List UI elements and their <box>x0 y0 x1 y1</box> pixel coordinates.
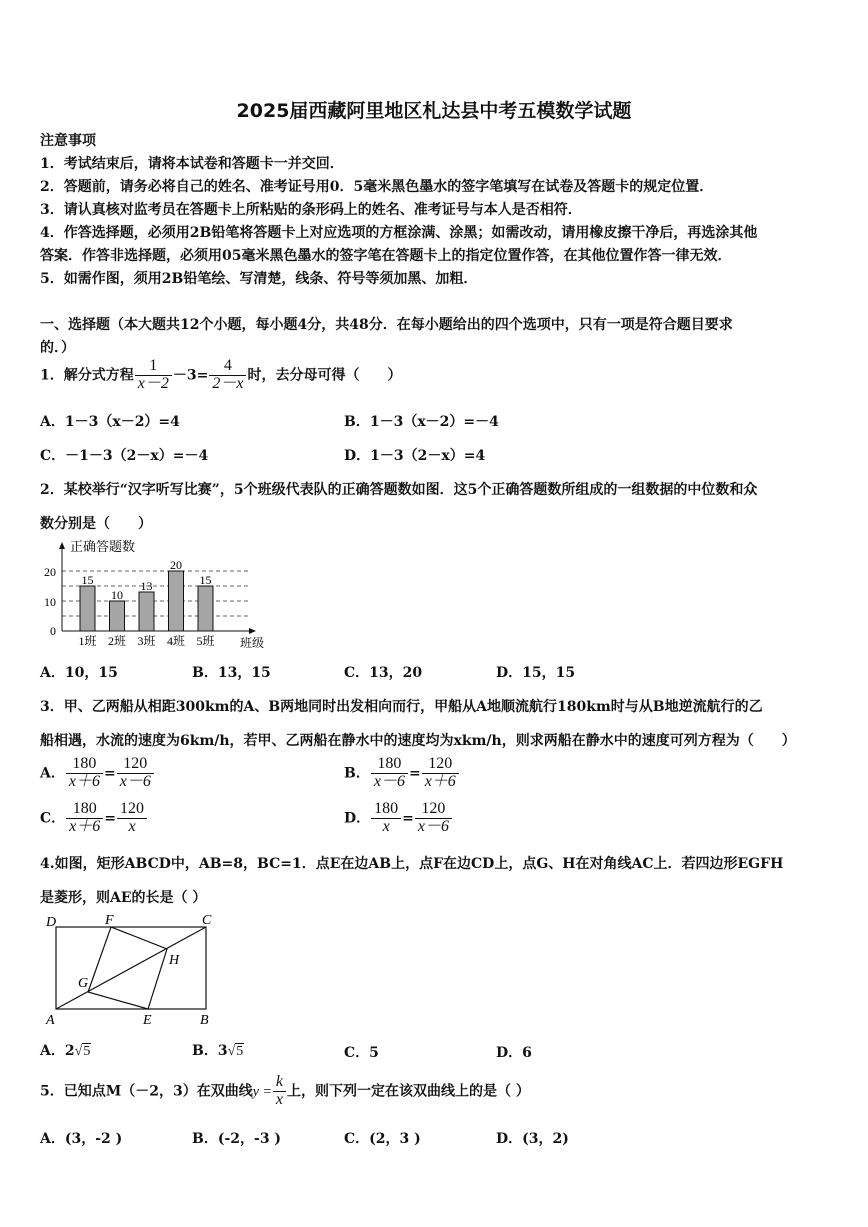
chart-ytick-10: 10 <box>44 595 56 609</box>
q3-d-right-num: 120 <box>421 800 446 817</box>
label-e: E <box>143 1013 152 1028</box>
q1-fraction-2 <box>209 358 246 393</box>
q2-option-a[interactable]: A．10，15 <box>40 665 118 681</box>
q1-suffix: 时，去分母可得（ ） <box>247 367 402 384</box>
chart-category-label-1: 1班 <box>78 634 97 648</box>
q3-c-right-den: x <box>117 818 147 836</box>
q3-option-c[interactable] <box>40 801 148 836</box>
q4-b-radicand: 5 <box>236 1044 244 1059</box>
q3-b-right-den: x＋6 <box>422 773 459 791</box>
q5-y-eq: y = <box>252 1084 272 1100</box>
label-f: F <box>105 913 114 928</box>
chart-bar-4 <box>169 571 184 631</box>
q3-c-label: C． <box>40 810 66 827</box>
chart-y-axis-arrow <box>59 542 65 549</box>
q2-option-c[interactable]: C．13，20 <box>344 665 423 681</box>
q4-option-b[interactable]: B．3√5 <box>192 1043 244 1059</box>
question-4-stem-cont: 是菱形，则AE的长是（ ） <box>40 890 207 906</box>
chart-category-label-3: 3班 <box>137 634 156 648</box>
chart-data-label-1: 15 <box>81 573 94 587</box>
q3-c-right-num: 120 <box>120 800 144 817</box>
q3-option-d[interactable] <box>344 801 453 836</box>
q3-a-left-num: 180 <box>72 755 97 772</box>
question-3-stem-cont: 船相遇，水流的速度为6km/h，若甲、乙两船在静水中的速度均为xkm/h，则求两船在静水中的速度可列方程为（ ） <box>40 733 796 749</box>
q3-b-eq: = <box>408 765 421 782</box>
q4-a-coef: 2 <box>64 1043 75 1059</box>
q4-c-label: C． <box>344 1045 370 1061</box>
q1-option-c[interactable]: C．－1－3（2－x）=－4 <box>40 448 209 464</box>
q1-fraction-1 <box>135 358 172 393</box>
chart-ytick-0: 0 <box>50 624 56 638</box>
q3-d-eq: = <box>402 810 414 827</box>
q3-a-eq: = <box>103 765 116 782</box>
q4-b-coef: 3 <box>217 1043 228 1059</box>
chart-ytick-20: 20 <box>44 565 56 579</box>
q3-a-right-num: 120 <box>123 755 148 772</box>
q2-option-b[interactable]: B．13，15 <box>192 665 271 681</box>
q4-option-d[interactable] <box>496 1042 532 1062</box>
page-title: 2025届西藏阿里地区札达县中考五模数学试题 <box>236 100 632 122</box>
q5-suffix: 上，则下列一定在该双曲线上的是（ ） <box>287 1083 530 1100</box>
q5-k: k <box>275 1073 284 1090</box>
q3-b-right-num: 120 <box>428 755 453 772</box>
q3-d-left-num: 180 <box>374 800 399 817</box>
q4-rhombus-figure <box>40 912 230 1030</box>
chart-x-axis-label: 班级 <box>240 636 265 650</box>
diagonal-ac <box>56 927 206 1009</box>
q1-f2-num: 4 <box>223 357 232 374</box>
question-3-stem: 3．甲、乙两船从相距300km的A、B两地同时出发相向而行，甲船从A地顺流航行180km时与从B地逆流航行的乙 <box>40 699 763 715</box>
q4-option-a[interactable]: A．2√5 <box>40 1043 91 1059</box>
q3-b-left-den: x－6 <box>371 773 408 791</box>
label-c: C <box>202 913 212 928</box>
label-b: B <box>200 1013 209 1028</box>
notice-item-3: 3．请认真核对监考员在答题卡上所粘贴的条形码上的姓名、准考证号与本人是否相符． <box>40 202 582 218</box>
q3-a-label: A． <box>40 765 65 782</box>
q4-b-label: B． <box>192 1043 218 1059</box>
q4-d-label: D． <box>496 1045 523 1061</box>
q2-option-d[interactable]: D．15，15 <box>496 665 576 681</box>
q3-a-right-den: x－6 <box>117 773 154 791</box>
section-1-heading: 一、选择题（本大题共12个小题，每小题4分，共48分．在每小题给出的四个选项中，只有一项是符合题目要求 <box>40 317 733 333</box>
question-4-stem: 4.如图，矩形ABCD中，AB=8，BC=1．点E在边AB上，点F在边CD上，点G、H在对角线AC上．若四边形EGFH <box>40 856 784 872</box>
q3-d-left-den: x <box>371 818 401 836</box>
q5-option-c[interactable]: C．(2，3 ) <box>344 1131 421 1147</box>
q4-a-radicand: 5 <box>83 1044 91 1059</box>
chart-category-label-4: 4班 <box>166 634 186 648</box>
chart-bar-2 <box>110 601 125 631</box>
q4-option-c[interactable] <box>344 1042 379 1062</box>
q5-x: x <box>273 1091 286 1109</box>
label-g: G <box>78 976 89 991</box>
q4-d-value: 6 <box>522 1045 532 1061</box>
notice-item-4-cont: 答案．作答非选择题，必须用05毫米黑色墨水的签字笔在答题卡上的指定位置作答，在其他位置作答一律无效． <box>40 248 732 264</box>
question-1-stem <box>40 358 401 393</box>
q1-prefix: 1．解分式方程 <box>40 367 134 384</box>
q1-f1-num: 1 <box>149 357 158 374</box>
chart-y-axis-label: 正确答题数 <box>70 539 136 554</box>
q3-b-left-num: 180 <box>377 755 402 772</box>
q3-d-right-den: x－6 <box>415 818 452 836</box>
q3-a-left-den: x＋6 <box>66 773 103 791</box>
chart-category-label-5: 5班 <box>196 634 215 648</box>
label-h: H <box>169 953 180 968</box>
chart-data-label-3: 13 <box>140 579 153 593</box>
notice-heading: 注意事项 <box>40 133 96 149</box>
q1-mid: －3= <box>172 367 209 384</box>
chart-category-label-2: 2班 <box>107 634 127 648</box>
q1-option-b[interactable]: B．1－3（x－2）=－4 <box>344 414 499 430</box>
chart-data-label-4: 20 <box>170 558 182 572</box>
q4-c-value: 5 <box>369 1045 379 1061</box>
q1-f1-den: x－2 <box>135 375 172 393</box>
q2-bar-chart <box>40 536 280 650</box>
notice-item-5: 5．如需作图，须用2B铅笔绘、写清楚，线条、符号等须加黑、加粗． <box>40 271 478 287</box>
q4-a-label: A． <box>40 1043 65 1059</box>
q1-f2-den: 2－x <box>209 375 246 393</box>
question-2-stem-cont: 数分别是（ ） <box>40 516 152 532</box>
chart-data-label-2: 10 <box>111 588 123 602</box>
chart-bars <box>78 558 214 648</box>
q3-c-eq: = <box>104 810 116 827</box>
q5-option-a[interactable]: A．(3，-2 ) <box>40 1131 123 1147</box>
chart-x-axis-arrow <box>249 628 256 634</box>
label-d: D <box>46 915 57 930</box>
question-5-stem <box>40 1074 530 1109</box>
label-a: A <box>46 1013 55 1028</box>
chart-bar-1 <box>80 586 95 631</box>
q5-prefix: 5．已知点M（－2，3）在双曲线 <box>40 1083 253 1100</box>
q1-option-a[interactable]: A．1－3（x－2）=4 <box>40 414 180 430</box>
q3-d-label: D． <box>344 810 371 827</box>
notice-item-2: 2．答题前，请务必将自己的姓名、准考证号用0．5毫米黑色墨水的签字笔填写在试卷及答题卡的规定位置． <box>40 179 714 195</box>
notice-item-1: 1．考试结束后，请将本试卷和答题卡一并交回． <box>40 156 344 172</box>
rhombus-egfh <box>88 927 167 1009</box>
q5-option-d[interactable]: D．(3，2) <box>496 1131 569 1147</box>
chart-data-label-5: 15 <box>199 573 212 587</box>
q3-option-a[interactable] <box>40 756 155 791</box>
q5-option-b[interactable]: B．(-2，-3 ) <box>192 1131 282 1147</box>
chart-bar-5 <box>198 586 213 631</box>
notice-item-4: 4．作答选择题，必须用2B铅笔将答题卡上对应选项的方框涂满、涂黑；如需改动，请用橡皮擦干净后，再选涂其他 <box>40 225 758 241</box>
question-2-stem: 2．某校举行“汉字听写比赛”，5个班级代表队的正确答题数如图．这5个正确答题数所组成的一组数据的中位数和众 <box>40 482 758 498</box>
q3-b-label: B． <box>344 765 370 782</box>
q1-option-d[interactable]: D．1－3（2－x）=4 <box>344 448 486 464</box>
section-1-heading-cont: 的．） <box>40 340 75 356</box>
chart-bar-3 <box>139 592 154 631</box>
q3-c-left-num: 180 <box>72 800 97 817</box>
q3-c-left-den: x＋6 <box>66 818 103 836</box>
q3-option-b[interactable] <box>344 756 460 791</box>
